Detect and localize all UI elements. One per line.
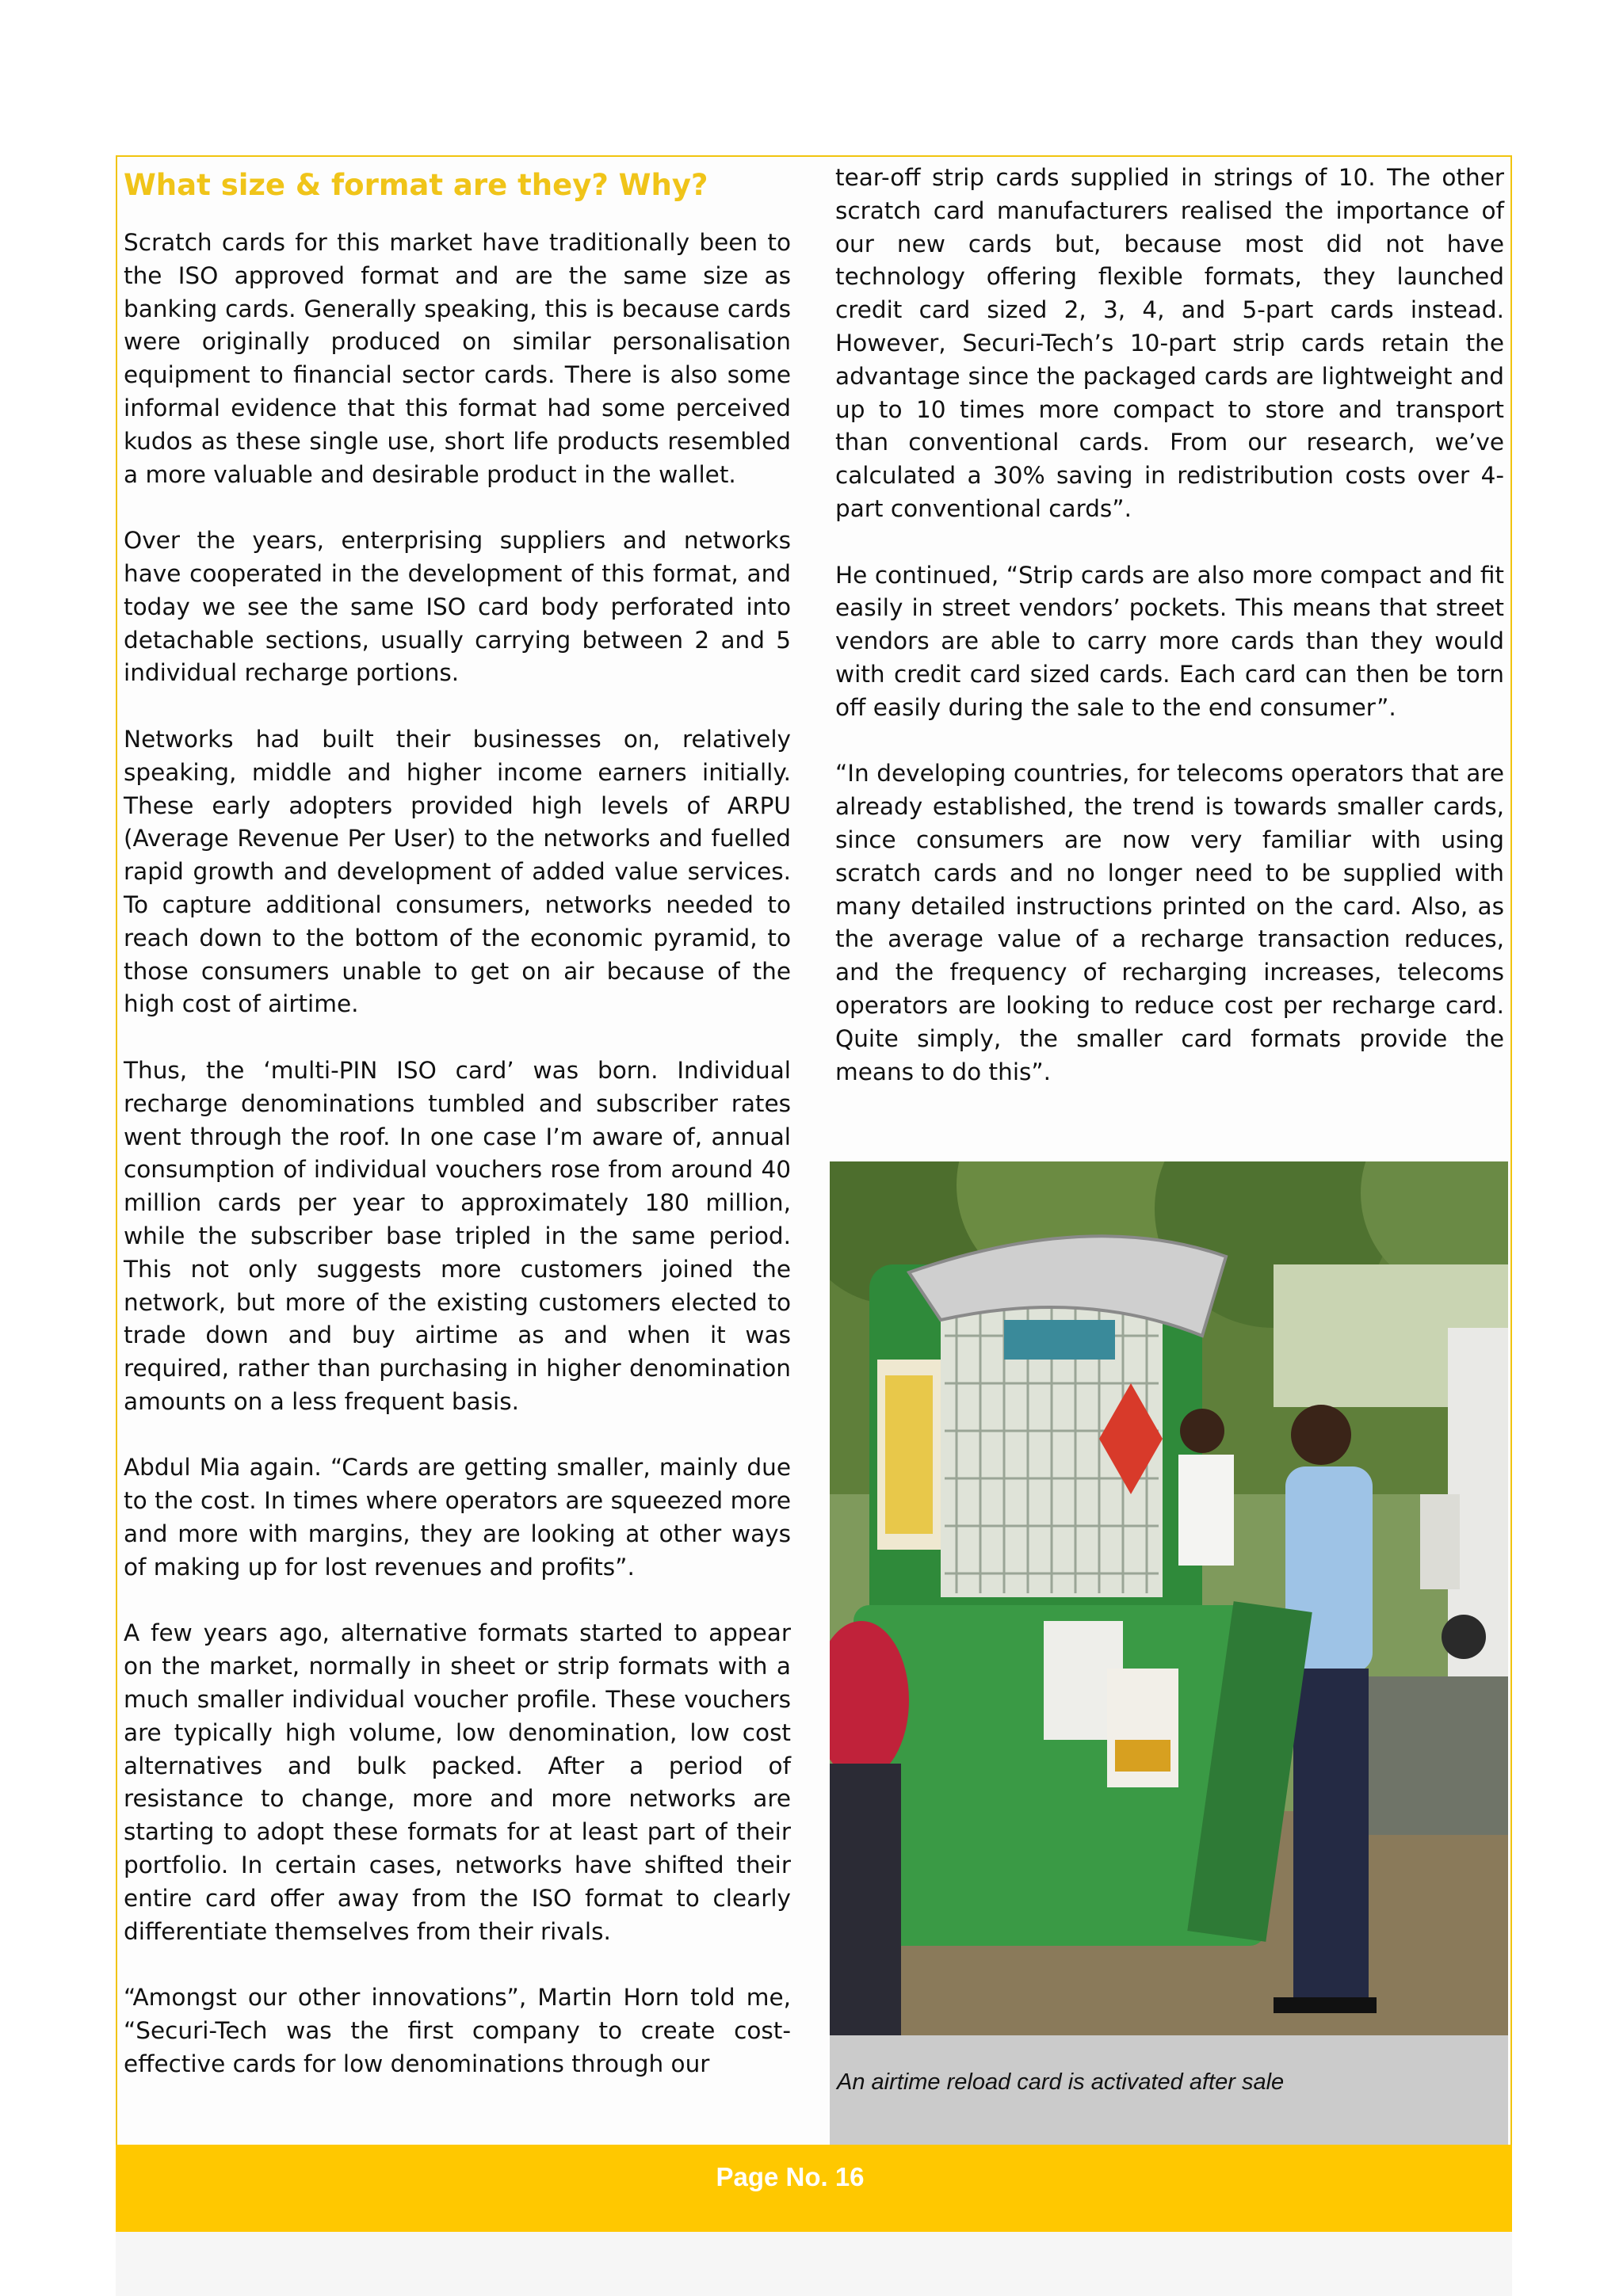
page-number: Page No. 16	[716, 2162, 865, 2191]
paragraph: Over the years, enterprising suppliers and networks have cooperated in the development of this format, and today we see the same ISO card body perforated into detachable sections, usually carrying between 2 and 5 individual recharge portions.	[124, 527, 791, 687]
right-column	[835, 162, 1504, 1122]
paragraph: A few years ago, alternative formats started to appear on the market, normally in sheet or strip formats with a much smaller individual voucher profile. These vouchers are typically high volume, low denomination, low cost alternatives and bulk packed. After a period of resistance to change, more and more networks are starting to adopt these formats for at least part of their portfolio. In certain cases, networks have shifted their entire card offer away from the ISO format to clearly differentiate themselves from their rivals.	[124, 1619, 791, 1945]
paragraph: Networks had built their businesses on, relatively speaking, middle and higher income earners initially. These early adopters provided high levels of ARPU (Average Revenue Per User) to the networks and fuelled rapid growth and development of added value services. To capture additional consumers, networks needed to reach down to the bottom of the economic pyramid, to those consumers unable to get on air because of the high cost of airtime.	[124, 725, 791, 1018]
page-footer	[116, 2145, 1512, 2232]
paragraph: He continued, “Strip cards are also more compact and fit easily in street vendors’ pockets. This means that street vendors are able to carry more cards than they would with credit card sized cards. Each card can then be torn off easily during the sale to the end consumer”.	[835, 561, 1504, 721]
paragraph: Thus, the ‘multi-PIN ISO card’ was born. Individual recharge denominations tumbled and subscriber rates went through the roof. In one case I’m aware of, annual consumption of individual vouchers rose from around 40 million cards per year to approximately 180 million, while the subscriber base tripled in the same period. This not only suggests more customers joined the network, but more of the existing customers elected to trade down and buy airtime as and when it was required, rather than purchasing in higher denomination amounts on a less frequent basis.	[124, 1056, 791, 1415]
section-heading: What size & format are they? Why?	[124, 168, 708, 202]
bottom-band	[116, 2232, 1512, 2296]
paragraph: “In developing countries, for telecoms operators that are already established, the trend is towards smaller cards, since consumers are now very familiar with using scratch cards and no longer need to be supplied with many detailed instructions printed on the card. Also, as the average value of a recharge transaction reduces, and the frequency of recharging increases, telecoms operators are looking to reduce cost per recharge card. Quite simply, the smaller card formats provide the means to do this”.	[835, 760, 1504, 1085]
paragraph: Abdul Mia again. “Cards are getting smaller, mainly due to the cost. In times where operators are squeezed more and more with margins, they are looking at other ways of making up for lost revenues and profits”.	[124, 1454, 791, 1581]
left-column	[124, 162, 791, 2114]
paragraph: “Amongst our other innovations”, Martin Horn told me, “Securi-Tech was the first company to create cost-effective cards for low denominations through our	[124, 1984, 791, 2077]
paragraph: tear-off strip cards supplied in strings of 10. The other scratch card manufacturers realised the importance of our new cards but, because most did not have technology offering flexible formats, they launched credit card sized 2, 3, 4, and 5-part cards instead. However, Securi-Tech’s 10-part strip cards retain the advantage since the packaged cards are lightweight and up to 10 times more compact to store and transport than conventional cards. From our research, we’ve calculated a 30% saving in redistribution costs over 4-part conventional cards”.	[835, 164, 1504, 522]
kiosk-photo	[830, 1161, 1508, 2035]
paragraph: Scratch cards for this market have traditionally been to the ISO approved format and are the same size as banking cards. Generally speaking, this is because cards were originally produced on similar personalisation equipment to financial sector cards. There is also some informal evidence that this format had some perceived kudos as these single use, short life products resembled a more valuable and desirable product in the wallet.	[124, 229, 791, 488]
photo-caption: An airtime reload card is activated after sale	[837, 2069, 1285, 2095]
